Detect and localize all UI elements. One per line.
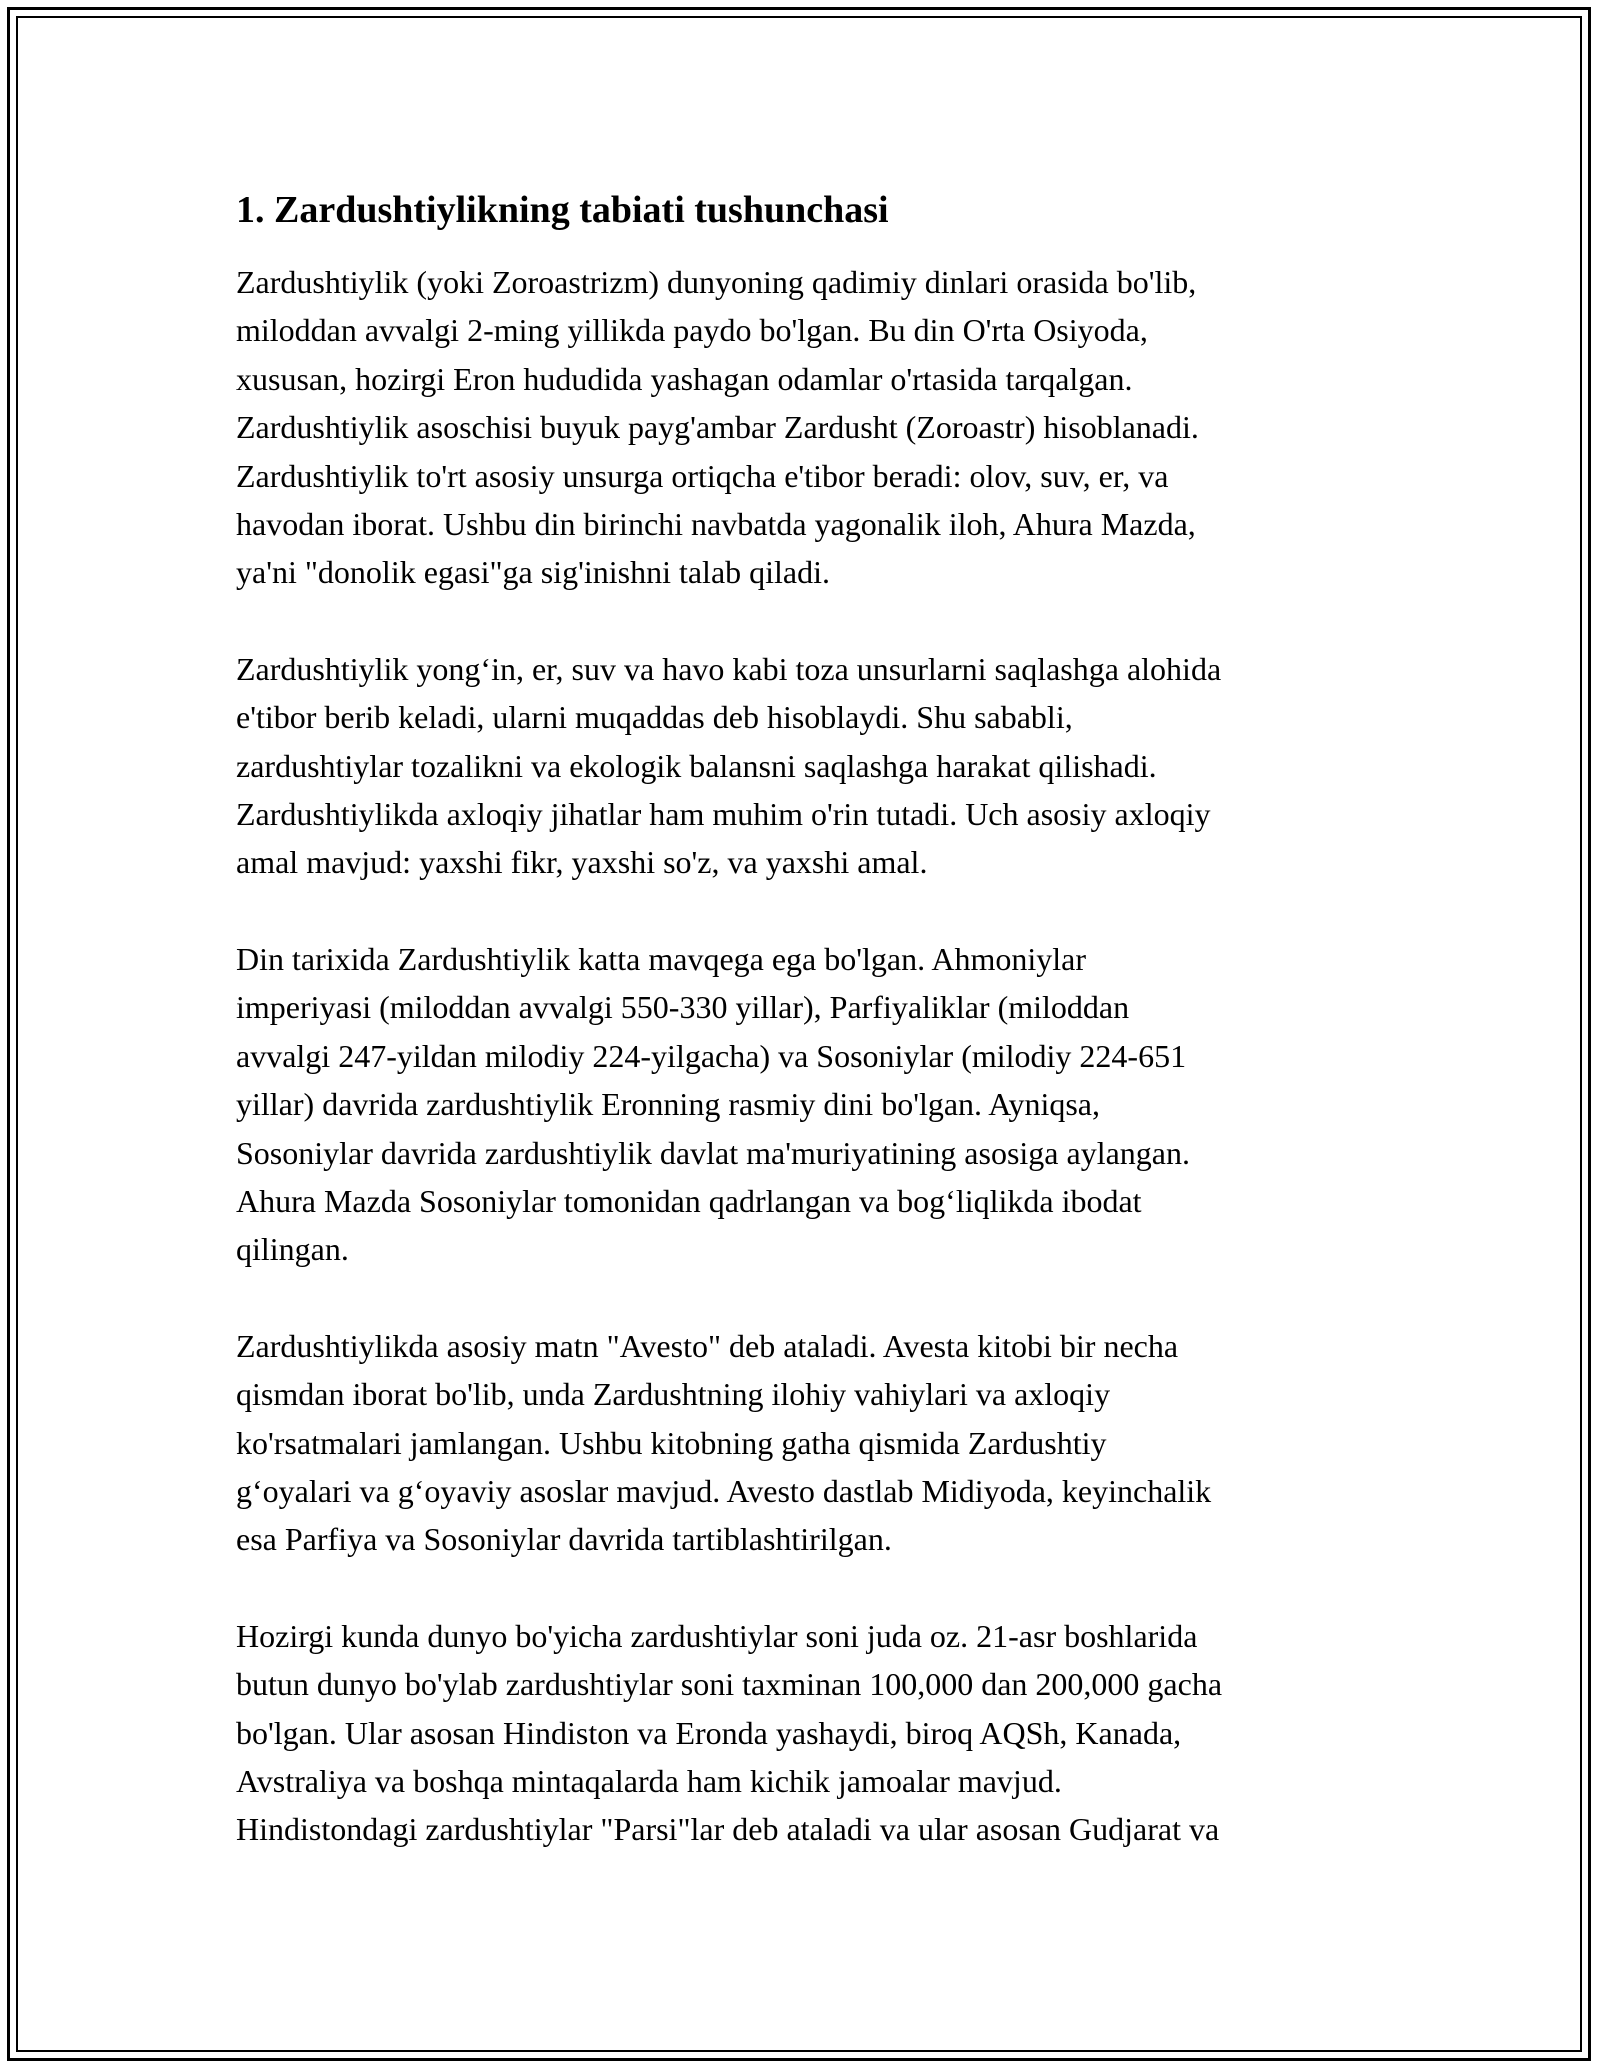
text-line: Hindistondagi zardushtiylar "Parsi"lar deb ataladi va ular asosan Gudjarat va xyxy=(236,1811,1220,1848)
text-line: ko'rsatmalari jamlangan. Ushbu kitobning gatha qismida Zardushtiy xyxy=(236,1424,1107,1461)
text-line: Avstraliya va boshqa mintaqalarda ham kichik jamoalar mavjud. xyxy=(236,1762,1062,1799)
text-line: qismdan iborat bo'lib, unda Zardushtning ilohiy vahiylari va axloqiy xyxy=(236,1376,1111,1413)
text-line: xususan, hozirgi Eron hududida yashagan odamlar o'rtasida tarqalgan. xyxy=(236,360,1133,397)
paragraph-3 xyxy=(236,935,1376,1274)
text-line: havodan iborat. Ushbu din birinchi navbatda yagonalik iloh, Ahura Mazda, xyxy=(236,506,1196,543)
text-line: esa Parfiya va Sosoniylar davrida tartiblashtirilgan. xyxy=(236,1521,892,1558)
text-line: Sosoniylar davrida zardushtiylik davlat ma'muriyatining asosiga aylangan. xyxy=(236,1134,1190,1171)
paragraph-5 xyxy=(236,1612,1376,1854)
text-line: zardushtiylar tozalikni va ekologik balansni saqlashga harakat qilishadi. xyxy=(236,747,1157,784)
paragraph-4 xyxy=(236,1322,1376,1564)
text-line: ya'ni "donolik egasi"ga sig'inishni talab qiladi. xyxy=(236,554,831,591)
text-line: g‘oyalari va g‘oyaviy asoslar mavjud. Avesto dastlab Midiyoda, keyinchalik xyxy=(236,1472,1212,1509)
text-line: Zardushtiylik yong‘in, er, suv va havo kabi toza unsurlarni saqlashga alohida xyxy=(236,650,1222,687)
text-line: Zardushtiylik to'rt asosiy unsurga ortiqcha e'tibor beradi: olov, suv, er, va xyxy=(236,457,1169,494)
document-body xyxy=(236,186,1376,1902)
text-line: imperiyasi (miloddan avvalgi 550-330 yillar), Parfiyaliklar (miloddan xyxy=(236,989,1130,1026)
paragraph-1 xyxy=(236,258,1376,597)
text-line: Hozirgi kunda dunyo bo'yicha zardushtiylar soni juda oz. 21-asr boshlarida xyxy=(236,1617,1198,1654)
text-line: Ahura Mazda Sosoniylar tomonidan qadrlangan va bog‘liqlikda ibodat xyxy=(236,1182,1142,1219)
text-line: bo'lgan. Ular asosan Hindiston va Eronda yashaydi, biroq AQSh, Kanada, xyxy=(236,1714,1182,1751)
paragraph-2 xyxy=(236,645,1376,887)
text-line: butun dunyo bo'ylab zardushtiylar soni taxminan 100,000 dan 200,000 gacha xyxy=(236,1666,1223,1703)
text-line: avvalgi 247-yildan milodiy 224-yilgacha) va Sosoniylar (milodiy 224-651 xyxy=(236,1037,1187,1074)
text-line: Zardushtiylikda axloqiy jihatlar ham muhim o'rin tutadi. Uch asosiy axloqiy xyxy=(236,796,1211,833)
text-line: yillar) davrida zardushtiylik Eronning rasmiy dini bo'lgan. Ayniqsa, xyxy=(236,1086,1100,1123)
text-line: amal mavjud: yaxshi fikr, yaxshi so'z, va yaxshi amal. xyxy=(236,844,928,881)
text-line: e'tibor berib keladi, ularni muqaddas deb hisoblaydi. Shu sababli, xyxy=(236,699,1073,736)
text-line: miloddan avvalgi 2-ming yillikda paydo bo'lgan. Bu din O'rta Osiyoda, xyxy=(236,312,1148,349)
text-line: qilingan. xyxy=(236,1231,349,1268)
section-title: 1. Zardushtiylikning tabiati tushunchasi xyxy=(236,189,889,231)
text-line: Zardushtiylikda asosiy matn "Avesto" deb ataladi. Avesta kitobi bir necha xyxy=(236,1327,1179,1364)
text-line: Zardushtiylik asoschisi buyuk payg'ambar Zardusht (Zoroastr) hisoblanadi. xyxy=(236,409,1199,446)
text-line: Zardushtiylik (yoki Zoroastrizm) dunyoning qadimiy dinlari orasida bo'lib, xyxy=(236,264,1197,300)
text-line: Din tarixida Zardushtiylik katta mavqega ega bo'lgan. Ahmoniylar xyxy=(236,940,1086,977)
